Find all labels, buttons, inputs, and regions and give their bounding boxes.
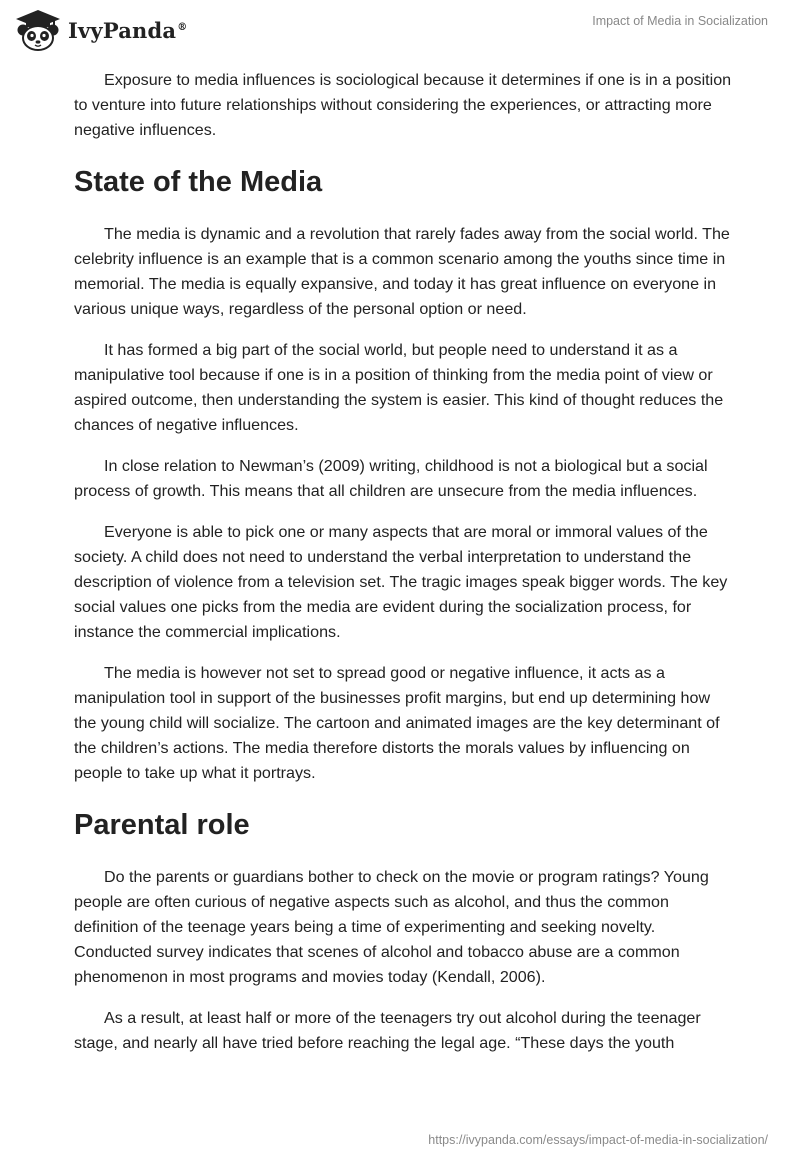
section-heading-parental-role: Parental role <box>74 809 250 841</box>
body-paragraph: In close relation to Newman’s (2009) writing, childhood is not a biological but a social process of growth. This means that all children are unsecure from the media influences. <box>74 457 708 500</box>
essay-body <box>74 68 734 1072</box>
document-title: Impact of Media in Socialization <box>592 14 768 28</box>
panda-graduate-icon <box>14 8 62 52</box>
section-heading-state-of-media: State of the Media <box>74 166 323 198</box>
brand-name: IvyPanda® <box>68 17 188 43</box>
brand-logo[interactable] <box>14 8 187 52</box>
body-paragraph: As a result, at least half or more of the teenagers try out alcohol during the teenager stage, and nearly all have tried before reaching the legal age. “These days the youth <box>74 1009 701 1052</box>
body-paragraph: It has formed a big part of the social world, but people need to understand it as a manipulative tool because if one is in a position of thinking from the media point of view or aspired outcome, then understanding the system is easier. This kind of thought reduces the chances of negative influences. <box>74 341 724 434</box>
source-url[interactable]: https://ivypanda.com/essays/impact-of-media-in-socialization/ <box>428 1133 768 1147</box>
body-paragraph: Everyone is able to pick one or many aspects that are moral or immoral values of the society. A child does not need to understand the verbal interpretation to understand the description of violence from a television set. The tragic images speak bigger words. The key social values one picks from the media are evident during the socialization process, for instance the commercial implications. <box>74 523 728 641</box>
intro-paragraph: Exposure to media influences is sociological because it determines if one is in a position to venture into future relationships without considering the experiences, or attracting more negative influences. <box>74 71 732 139</box>
body-paragraph: The media is dynamic and a revolution that rarely fades away from the social world. The celebrity influence is an example that is a common scenario among the youths since time in memorial. The media is equally expansive, and today it has great influence on everyone in various unique ways, regardless of the personal option or need. <box>74 225 730 318</box>
body-paragraph: The media is however not set to spread good or negative influence, it acts as a manipulation tool in support of the businesses profit margins, but end up determining how the young child will socialize. The cartoon and animated images are the key determinant of the children’s actions. The media therefore distorts the morals values by influencing on people to take up what it portrays. <box>74 664 720 782</box>
body-paragraph: Do the parents or guardians bother to check on the movie or program ratings? Young people are often curious of negative aspects such as alcohol, and thus the common definition of the teenage years being a time of experimenting and seeking novelty. Conducted survey indicates that scenes of alcohol and tobacco abuse are a common phenomenon in most programs and movies today (Kendall, 2006). <box>74 868 709 986</box>
page-header <box>0 0 800 60</box>
